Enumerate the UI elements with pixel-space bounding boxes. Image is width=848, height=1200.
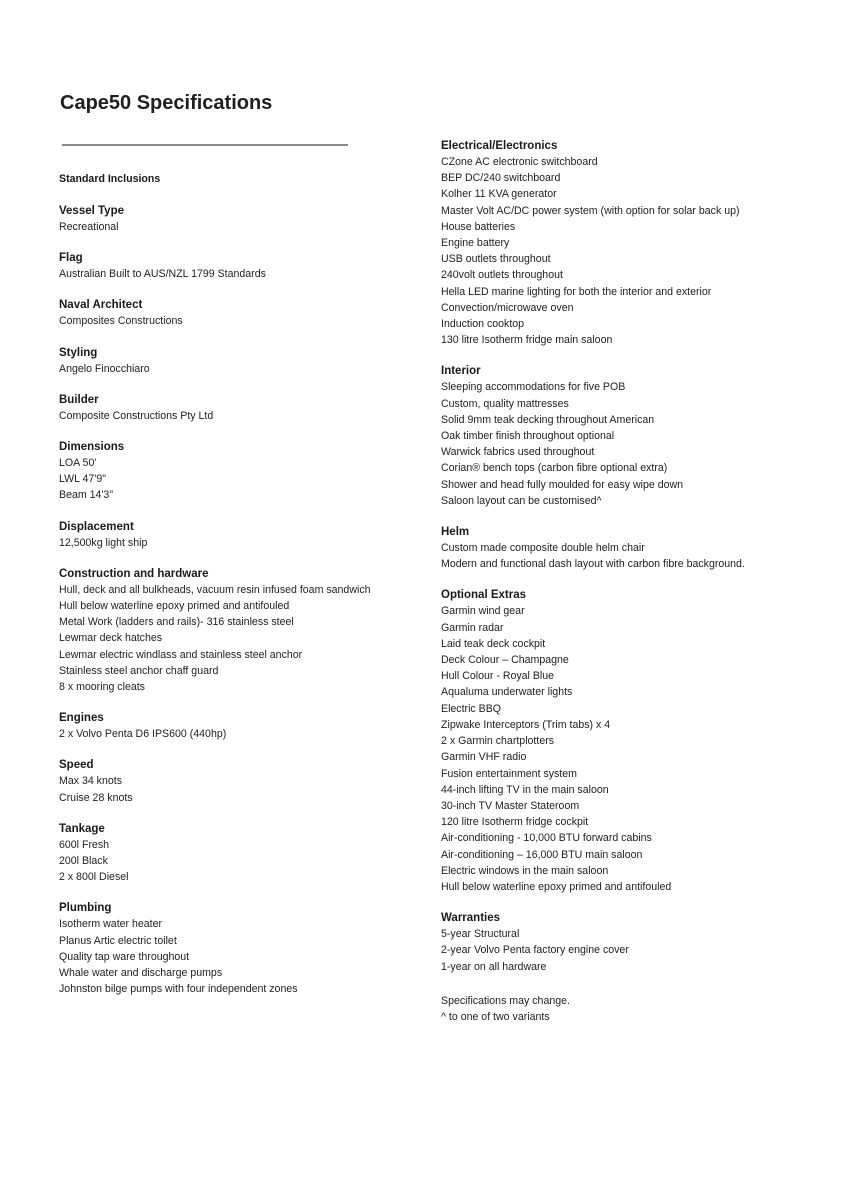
section-heading: Speed [59,759,94,772]
spec-item: Zipwake Interceptors (Trim tabs) x 4 [441,718,611,731]
section-heading: Builder [59,393,99,406]
spec-item: Lewmar deck hatches [59,632,163,645]
spec-item: Recreational [59,221,119,233]
spec-item: Garmin wind gear [441,605,525,618]
spec-item: Warwick fabrics used throughout [441,446,595,459]
spec-item: Laid teak deck cockpit [441,637,546,650]
spec-item: Saloon layout can be customised^ [441,494,602,507]
section-engines [59,710,424,742]
spec-item: Garmin radar [441,621,504,634]
right-sections [441,138,831,975]
spec-item: Air-conditioning – 16,000 BTU main saloon [441,848,643,861]
spec-item: Hull Colour - Royal Blue [441,670,555,683]
spec-item: USB outlets throughout [441,253,551,266]
spec-item: 5-year Structural [441,928,520,941]
spec-item: Max 34 knots [59,775,123,788]
spec-item: Kolher 11 KVA generator [441,188,557,201]
spec-item: Stainless steel anchor chaff guard [59,664,219,677]
spec-item: Johnston bilge pumps with four independent zones [59,983,298,996]
right-column [441,138,831,1025]
spec-item: 200l Black [59,855,108,868]
section-heading: Construction and hardware [59,567,209,580]
spec-item: Electric windows in the main saloon [441,864,609,877]
left-sections [59,203,424,997]
section-heading: Flag [59,252,83,265]
section-styling [59,345,424,377]
section-interior [441,363,831,509]
spec-item: Garmin VHF radio [441,751,527,764]
spec-item: Isotherm water heater [59,918,163,931]
spec-item: Shower and head fully moulded for easy wipe down [441,478,684,491]
spec-item: Hella LED marine lighting for both the interior and exterior [441,285,712,298]
spec-item: Beam 14'3" [59,489,114,502]
spec-item: Composites Constructions [59,315,183,328]
section-heading: Optional Extras [441,589,526,602]
spec-item: Aqualuma underwater lights [441,686,573,699]
spec-item: CZone AC electronic switchboard [441,156,598,168]
section-heading: Displacement [59,520,134,533]
spec-item: 2 x Volvo Penta D6 IPS600 (440hp) [59,728,227,741]
section-dimensions [59,439,424,504]
spec-item: Hull below waterline epoxy primed and antifouled [441,880,672,893]
section-warranties [441,910,831,975]
section-heading: Electrical/Electronics [441,140,558,152]
section-heading: Plumbing [59,902,112,915]
spec-item: 240volt outlets throughout [441,269,563,282]
title-divider [62,144,348,146]
spec-item: BEP DC/240 switchboard [441,172,561,185]
spec-item: Hull below waterline epoxy primed and antifouled [59,600,290,613]
spec-item: Corian® bench tops (carbon fibre optional extra) [441,462,668,475]
spec-item: Cruise 28 knots [59,791,133,804]
spec-item: LOA 50' [59,457,97,470]
section-displacement [59,519,424,551]
section-vessel-type [59,203,424,235]
section-electrical-electronics [441,138,831,348]
spec-item: LWL 47'9" [59,473,107,486]
footnotes [441,993,831,1025]
spec-item: 44-inch lifting TV in the main saloon [441,783,609,796]
spec-item: 2-year Volvo Penta factory engine cover [441,944,629,957]
section-heading: Styling [59,346,98,359]
section-heading: Warranties [441,912,501,925]
section-heading: Interior [441,365,481,378]
section-heading: Tankage [59,822,105,835]
spec-item: Fusion entertainment system [441,767,578,780]
spec-item: 30-inch TV Master Stateroom [441,799,580,812]
spec-item: Convection/microwave oven [441,301,574,314]
section-heading: Helm [441,526,470,539]
spec-item: Metal Work (ladders and rails)- 316 stainless steel [59,616,294,629]
section-builder [59,392,424,424]
spec-item: Custom, quality mattresses [441,397,569,410]
section-flag [59,250,424,282]
section-construction-and-hardware [59,566,424,695]
section-heading: Naval Architect [59,299,143,312]
section-tankage [59,821,424,886]
spec-item: Planus Artic electric toilet [59,934,177,947]
spec-item: 8 x mooring cleats [59,681,145,694]
spec-item: 120 litre Isotherm fridge cockpit [441,816,589,829]
spec-item: 2 x 800l Diesel [59,871,129,884]
footnote-line: Specifications may change. [441,994,570,1007]
spec-item: 1-year on all hardware [441,960,547,973]
section-helm [441,524,831,572]
section-heading: Vessel Type [59,205,124,217]
section-plumbing [59,900,424,997]
spec-item: Quality tap ware throughout [59,950,190,963]
spec-item: Oak timber finish throughout optional [441,430,615,443]
spec-item: Modern and functional dash layout with carbon fibre background. [441,558,745,571]
footnote-line: ^ to one of two variants [441,1010,550,1023]
spec-item: Australian Built to AUS/NZL 1799 Standards [59,268,266,281]
section-optional-extras [441,587,831,895]
spec-item: Sleeping accommodations for five POB [441,381,626,394]
spec-item: Induction cooktop [441,318,525,331]
page-title: Cape50 Specifications [60,92,273,114]
spec-item: 600l Fresh [59,838,110,851]
spec-item: Deck Colour – Champagne [441,654,569,667]
spec-item: Solid 9mm teak decking throughout American [441,413,655,426]
section-speed [59,757,424,805]
spec-item: Custom made composite double helm chair [441,542,645,555]
left-column [59,171,424,1012]
section-heading: Engines [59,712,104,725]
spec-item: Electric BBQ [441,702,502,715]
spec-item: 12,500kg light ship [59,536,148,549]
spec-item: Engine battery [441,237,510,250]
spec-item: Hull, deck and all bulkheads, vacuum resin infused foam sandwich [59,583,371,596]
spec-item: Air-conditioning - 10,000 BTU forward cabins [441,832,652,845]
spec-item: Angelo Finocchiaro [59,362,150,375]
spec-item: Whale water and discharge pumps [59,967,223,980]
spec-item: Master Volt AC/DC power system (with option for solar back up) [441,204,740,217]
spec-item: Composite Constructions Pty Ltd [59,409,214,422]
spec-item: Lewmar electric windlass and stainless steel anchor [59,648,303,661]
section-naval-architect [59,297,424,329]
standard-inclusions-heading: Standard Inclusions [59,173,161,185]
spec-item: House batteries [441,220,516,233]
spec-item: 2 x Garmin chartplotters [441,735,555,748]
spec-item: 130 litre Isotherm fridge main saloon [441,334,613,347]
section-heading: Dimensions [59,441,125,454]
